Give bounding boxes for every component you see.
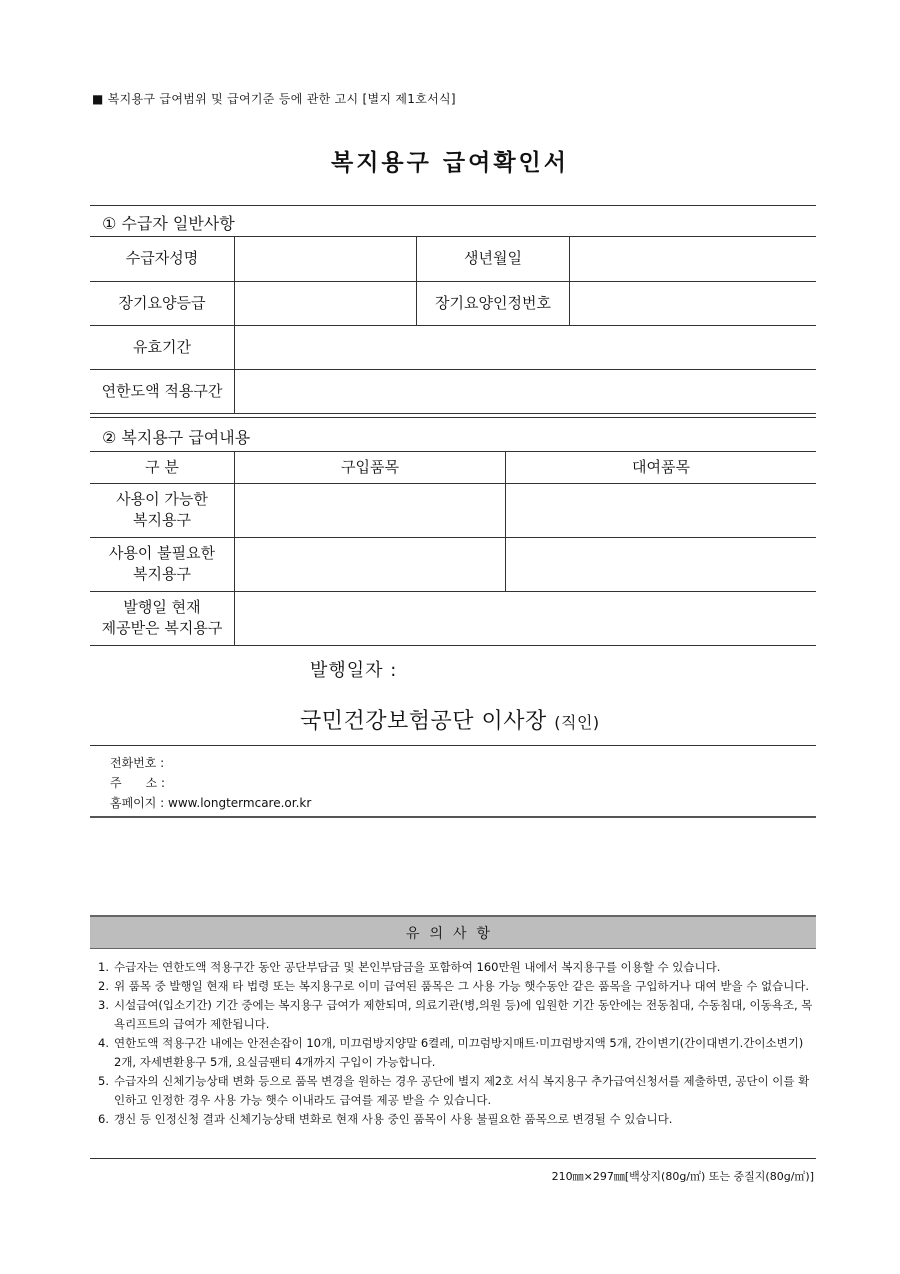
label-valid-period: 유효기간: [133, 337, 191, 356]
field-certification-number[interactable]: [570, 281, 816, 325]
label-birth-date: 생년월일: [464, 249, 522, 267]
field-birth-date[interactable]: [570, 236, 816, 281]
label-line: 발행일 현재: [123, 598, 201, 616]
table1-border-bottom: [90, 413, 816, 414]
field-usable-purchase[interactable]: [235, 483, 505, 537]
section2-title: ② 복지용구 급여내용: [102, 428, 251, 447]
label-line: 사용이 가능한: [116, 490, 208, 508]
label-certification-number: 장기요양인정번호: [435, 293, 551, 312]
header-category: 구 분: [145, 457, 179, 476]
section1-title: ① 수급자 일반사항: [102, 214, 235, 233]
issuer-name: 국민건강보험공단 이사장: [300, 709, 547, 734]
notice-header: [90, 915, 816, 949]
label-current-equipment: [90, 591, 234, 645]
label-line: 복지용구: [133, 565, 191, 583]
field-valid-period[interactable]: [235, 325, 816, 369]
label-line: 사용이 불필요한: [108, 544, 216, 562]
contact-homepage[interactable]: 홈페이지 : www.longtermcare.or.kr: [110, 796, 312, 810]
field-recipient-name[interactable]: [235, 236, 416, 281]
field-unneeded-rental[interactable]: [506, 537, 816, 591]
notice-list: [98, 958, 814, 1129]
label-annual-limit-period: 연한도액 적용구간: [101, 381, 223, 400]
section-separator-rule: [90, 417, 816, 418]
notice-item: 5. 수급자의 신체기능상태 변화 등으로 품목 변경을 원하는 경우 공단에 별지 제2호 서식 복지용구 추가급여신청서를 제출하면, 공단이 이를 확인하고 인정한 경우 사용 가능 햇수 이내라도 급여를 제공 받을 수 있습니다.: [98, 1074, 810, 1107]
contact-address: 주 소 :: [110, 776, 166, 790]
field-current-equipment[interactable]: [235, 591, 816, 645]
field-care-grade[interactable]: [235, 281, 416, 325]
label-recipient-name: 수급자성명: [125, 249, 199, 267]
header-rental-items: 대여품목: [632, 457, 690, 476]
form-reference-note: ■ 복지용구 급여범위 및 급여기준 등에 관한 고시 [별지 제1호서식]: [92, 92, 456, 106]
notice-item: 4. 연한도액 적용구간 내에는 안전손잡이 10개, 미끄럼방지양말 6켤레, 미끄럼방지매트·미끄럼방지액 5개, 간이변기(간이대변기.간이소변기) 2개, 자세변환용구 5개, 요실금팬티 4개까지 구입이 가능합니다.: [98, 1036, 804, 1069]
field-annual-limit-period[interactable]: [235, 369, 816, 413]
notice-title: 유의사항: [405, 925, 501, 942]
contact-top-rule: [90, 745, 816, 746]
notice-item: 3. 시설급여(입소기간) 기간 중에는 복지용구 급여가 제한되며, 의료기관(병,의원 등)에 입원한 기간 동안에는 전동침대, 수동침대, 이동욕조, 목욕리프트의 급여가 제한됩니다.: [98, 998, 813, 1031]
table2-border-bottom: [90, 645, 816, 646]
label-unneeded-equipment: [90, 537, 234, 591]
notice-item: 1. 수급자는 연한도액 적용구간 동안 공단부담금 및 본인부담금을 포함하여 160만원 내에서 복지용구를 이용할 수 있습니다.: [98, 960, 721, 974]
label-care-grade: 장기요양등급: [118, 293, 206, 312]
notice-item: 2. 위 품목 중 발행일 현재 타 법령 또는 복지용구로 이미 급여된 품목은 그 사용 가능 햇수동안 같은 품목을 구입하거나 대여 받을 수 없습니다.: [98, 979, 810, 993]
contact-bottom-rule: [90, 816, 816, 818]
issue-date-label: 발행일자 :: [310, 660, 398, 681]
label-line: 제공받은 복지용구: [101, 619, 223, 637]
issuer: [300, 704, 600, 735]
official-seal-label: (직인): [554, 713, 600, 732]
field-usable-rental[interactable]: [506, 483, 816, 537]
paper-spec: 210㎜×297㎜[백상지(80g/㎡) 또는 중질지(80g/㎡)]: [551, 1170, 814, 1183]
page-title: 복지용구 급여확인서: [331, 150, 569, 176]
footer-rule: [90, 1158, 816, 1159]
label-usable-equipment: [90, 483, 234, 537]
notice-item: 6. 갱신 등 인정신청 결과 신체기능상태 변화로 현재 사용 중인 품목이 사용 불필요한 품목으로 변경될 수 있습니다.: [98, 1112, 673, 1126]
contact-phone: 전화번호 :: [110, 756, 165, 770]
section1-top-rule: [90, 205, 816, 206]
field-unneeded-purchase[interactable]: [235, 537, 505, 591]
header-purchase-items: 구입품목: [341, 457, 399, 476]
label-line: 복지용구: [133, 511, 191, 529]
